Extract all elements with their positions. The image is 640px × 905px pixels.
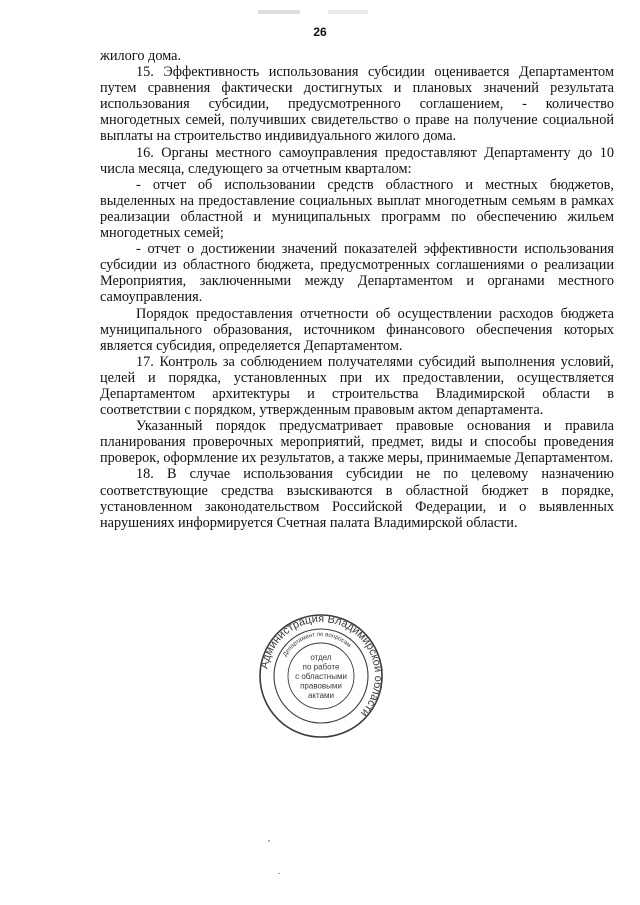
paragraph: 16. Органы местного самоуправления предоставляют Департаменту до 10 числа месяца, следующего за отчетным кварталом: [100, 144, 614, 177]
paragraph: - отчет о достижении значений показателей эффективности использования субсидии из областного бюджета, предусмотренных соглашениями о реализации Мероприятия, заключенными между Департаментом и органами местного самоуправления. [100, 241, 614, 306]
paragraph: 18. В случае использования субсидии не по целевому назначению соответствующие средства взыскиваются в областной бюджет в порядке, установленном законодательством Российской Федерации, и о выявленных нарушениях информируется Счетная палата Владимирской области. [100, 466, 614, 531]
paragraph: 17. Контроль за соблюдением получателями субсидий выполнения условий, целей и порядка, установленных при их предоставлении, осуществляется Департаментом архитектуры и строительства Владимирской области в соответствии с порядком, утвержденным правовым актом департамента. [100, 353, 614, 419]
scan-speck [278, 873, 280, 874]
scan-artifact-left [258, 10, 300, 14]
scan-artifact-right [328, 10, 368, 14]
stamp-outer-ring-text: Администрация Владимирской области [258, 613, 384, 719]
department-stamp [258, 613, 384, 739]
stamp-inner-ring-text: Департамент по вопросам [282, 631, 352, 658]
paragraph: - отчет об использовании средств областного и местных бюджетов, выделенных на предоставление социальных выплат многодетным семьям в рамках реализации областной и муниципальных программ по обеспечению жильем многодетных семей; [100, 176, 614, 242]
stamp-center-line: актами [307, 691, 335, 700]
stamp-center-line: отдел [310, 653, 332, 662]
stamp-center-line: по работе [302, 662, 340, 672]
stamp-center-line: правовыми [300, 681, 342, 691]
document-body [100, 48, 614, 531]
page-number: 26 [313, 25, 327, 39]
paragraph: Порядок предоставления отчетности об осуществлении расходов бюджета муниципального образования, источником финансового обеспечения которых является субсидия, определяется Департаментом. [100, 305, 614, 354]
stamp-center-text [295, 653, 347, 700]
paragraph: 15. Эффективность использования субсидии оценивается Департаментом путем сравнения фактически достигнутых и плановых значений результата использования субсидии, предусмотренного соглашением, - количество многодетных семей, получивших свидетельство о праве на получение социальной выплаты на строительство индивидуального жилого дома. [100, 64, 614, 145]
scan-speck [268, 840, 270, 842]
stamp-center-line: с областными [295, 672, 347, 681]
paragraph: Указанный порядок предусматривает правовые основания и правила планирования проверочных мероприятий, предмет, виды и способы проведения проверок, оформление их результатов, а также меры, принимаемые Департаментом. [100, 418, 614, 467]
paragraph: жилого дома. [100, 48, 182, 64]
